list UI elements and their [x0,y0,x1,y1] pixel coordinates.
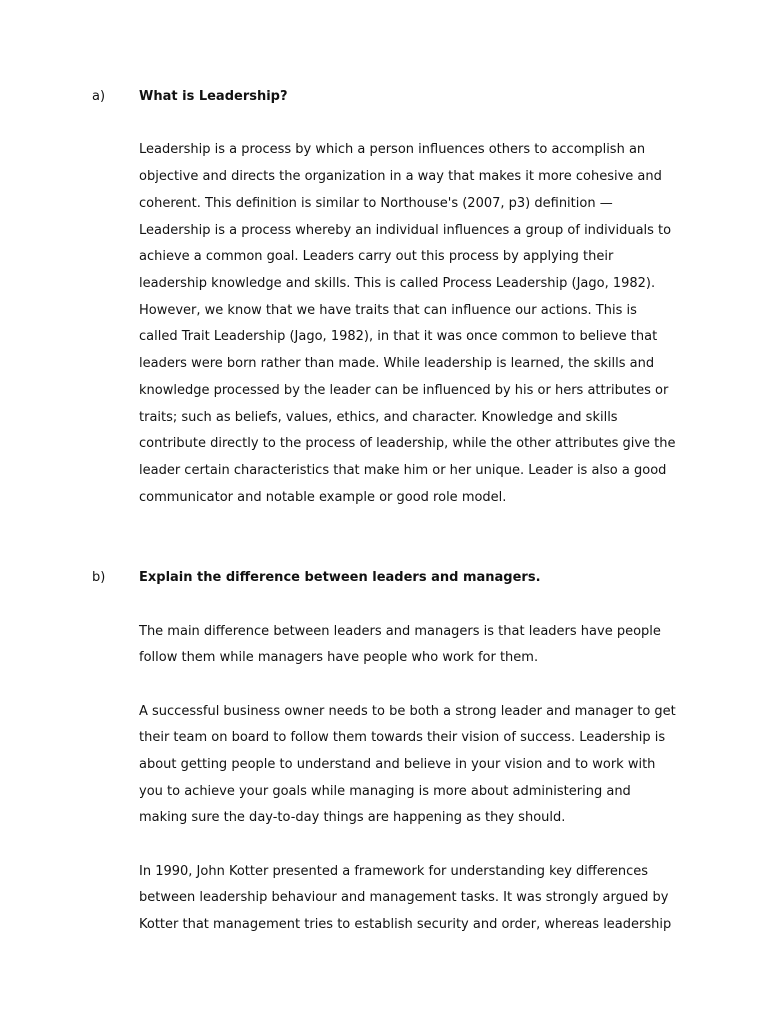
text-line: contribute directly to the process of leadership, while the other attributes give the [139,436,676,451]
text-line: A successful business owner needs to be both a strong leader and manager to get [139,704,676,719]
text-line: their team on board to follow them towards their vision of success. Leadership is [139,730,666,745]
text-line: The main difference between leaders and managers is that leaders have people [139,624,661,639]
text-line: achieve a common goal. Leaders carry out this process by applying their [139,249,614,264]
text-line: However, we know that we have traits that can influence our actions. This is [139,303,637,318]
text-line: called Trait Leadership (Jago, 1982), in that it was once common to believe that [139,329,658,344]
text-line: about getting people to understand and believe in your vision and to work with [139,757,656,772]
text-line: In 1990, John Kotter presented a framework for understanding key differences [139,864,649,879]
text-line: communicator and notable example or good role model. [139,490,507,505]
section-a-marker: a) [92,89,106,104]
section-a-heading: What is Leadership? [139,89,288,104]
text-line: Leadership is a process whereby an individual influences a group of individuals to [139,223,672,238]
text-line: knowledge processed by the leader can be influenced by his or hers attributes or [139,383,669,398]
text-line: objective and directs the organization in a way that makes it more cohesive and [139,169,662,184]
text-line: between leadership behaviour and management tasks. It was strongly argued by [139,890,669,905]
text-line: you to achieve your goals while managing is more about administering and [139,784,631,799]
text-line: Kotter that management tries to establish security and order, whereas leadership [139,917,672,932]
text-line: making sure the day-to-day things are happening as they should. [139,810,566,825]
text-line: leaders were born rather than made. While leadership is learned, the skills and [139,356,655,371]
text-line: leader certain characteristics that make him or her unique. Leader is also a good [139,463,667,478]
text-line: coherent. This definition is similar to Northouse's (2007, p3) definition — [139,196,613,211]
text-line: follow them while managers have people who work for them. [139,650,539,665]
text-line: traits; such as beliefs, values, ethics, and character. Knowledge and skills [139,410,618,425]
text-line: Leadership is a process by which a person influences others to accomplish an [139,142,646,157]
section-b-marker: b) [92,570,106,585]
text-line: leadership knowledge and skills. This is called Process Leadership (Jago, 1982). [139,276,656,291]
section-b-heading: Explain the difference between leaders and managers. [139,570,541,585]
